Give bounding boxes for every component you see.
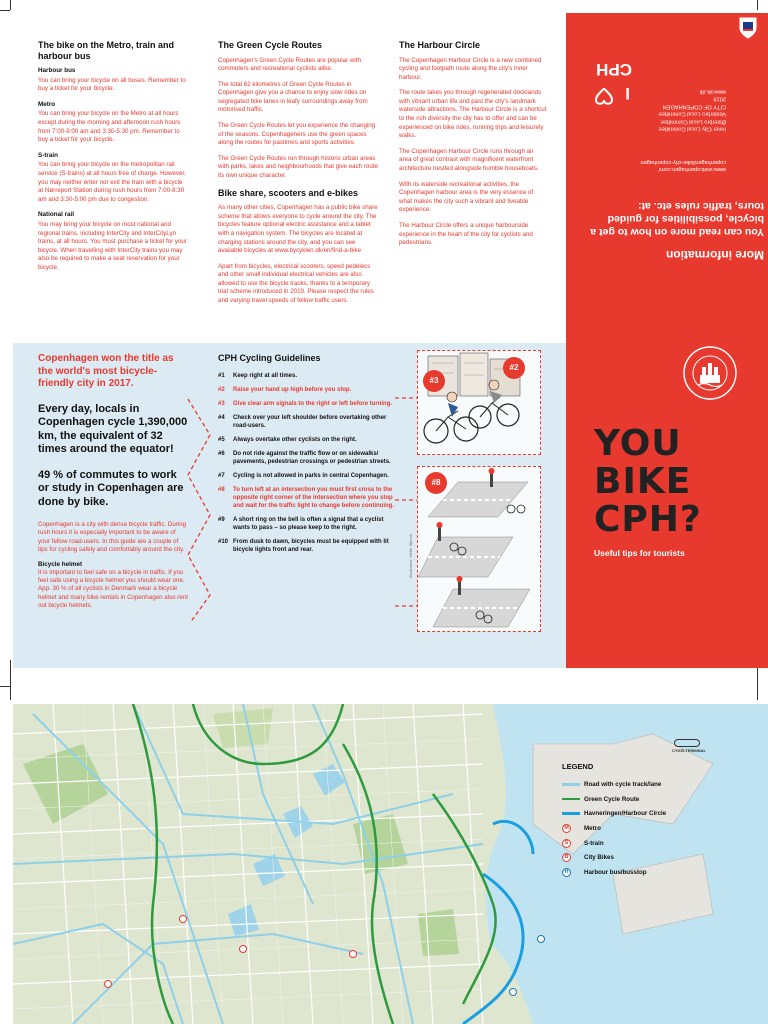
contact-link: www.visitcopenhagen.com/	[658, 165, 726, 172]
guideline-text: Cycling is not allowed in parks in central Copenhagen.	[233, 473, 389, 479]
legend-label: Havneringen/Harbour Circle	[584, 810, 667, 818]
guideline-item	[218, 516, 398, 532]
marker-glyph: H	[562, 868, 571, 877]
legend-label: Green Cycle Route	[584, 795, 640, 803]
cover-subtitle: Useful tips for tourists	[594, 548, 685, 558]
section-text: You can bring your bicycle on the Metro at all hours except during the morning and afternoon rush hours from 7:00-9:00 am and 3:30-5:30 pm. Remember to buy a ticket for your bicycle.	[38, 110, 181, 144]
cycle-terminal-label: CYKELTERMINAL	[672, 748, 706, 753]
guideline-text: Keep right at all times.	[233, 373, 298, 379]
marker-glyph: S	[562, 839, 571, 848]
legend-label: S-train	[584, 839, 604, 847]
column-title: The Green Cycle Routes	[218, 40, 323, 50]
section-text: You can bring your bicycle on the metropolitan rail service (S-trains) at all hours free of charge. However, you may neither enter nor exit the train with a bicycle at Nørreport Station during rush hours from 7:00-8:30 am and 3:30-5:00 pm due to congestion.	[38, 161, 186, 203]
legend-item	[562, 850, 752, 865]
column-title: The bike on the Metro, train and harbour bus	[38, 40, 175, 61]
paragraph: The Green Cycle Routes run through historic urban areas with parks, lakes and neighbourhoods that give each route its own unique character.	[218, 154, 378, 180]
council-line: Inner City Local Committee	[658, 125, 726, 132]
guideline-item	[218, 538, 398, 554]
legend-item	[562, 806, 752, 821]
intro-block	[38, 353, 188, 617]
marker-glyph: B	[562, 853, 571, 862]
metro-train-column	[38, 40, 188, 279]
guideline-number: #2	[218, 387, 225, 393]
section-text: You can bring your bicycle on all buses. Remember to buy a ticket for your bicycle.	[38, 76, 186, 93]
legend-item	[562, 777, 752, 792]
contact-block	[616, 157, 726, 172]
dashed-connector	[180, 395, 220, 625]
line-swatch	[562, 783, 580, 786]
council-line: Østerbro Local Committee	[660, 118, 726, 125]
crop-mark	[0, 686, 10, 687]
more-info-block	[584, 199, 764, 262]
city-seal-icon	[682, 345, 738, 401]
paragraph: The Green Cycle Routes let you experience the changing of the seasons. Copenhageners use the green spaces along the routes for pastimes and sports activities.	[218, 122, 376, 147]
paragraph: With its waterside recreational activities, the Copenhagen harbour area is the very essence of what makes the city such a vibrant and liveable experience.	[399, 180, 534, 214]
green-routes-column	[218, 40, 378, 313]
legend-marker-icon	[562, 839, 584, 848]
council-line: 2019	[713, 95, 726, 102]
svg-text:I: I	[625, 84, 630, 103]
headline-line: YOU	[594, 423, 682, 464]
marker-glyph: M	[562, 824, 571, 833]
guideline-text: From dusk to dawn, bicycles must be equipped with lit bicycle lights front and rear.	[233, 539, 389, 553]
guideline-number: #5	[218, 437, 225, 443]
column-title: Bike share, scooters and e-bikes	[218, 187, 359, 198]
helmet-text: It is important to feel safe on a bicycle in traffic. If you feel safe using a bicycle helmet you should wear one. App. 30 % of all cyclists in Denmark wear a bicycle helmet and many bike rentals in Copenhagen also rent out bicycle helmets.	[38, 568, 188, 610]
guideline-number: #7	[218, 473, 225, 479]
cover-panel	[566, 13, 768, 668]
line-swatch	[562, 798, 580, 801]
guideline-item	[218, 486, 398, 510]
column-title: The Harbour Circle	[399, 40, 481, 50]
guideline-item	[218, 372, 398, 380]
guideline-number: #8	[218, 487, 225, 493]
guideline-item	[218, 414, 398, 430]
guideline-item	[218, 400, 398, 408]
council-line: CITY OF COPENHAGEN	[662, 103, 726, 110]
guideline-text: Give clear arm signals to the right or left before turning.	[233, 401, 393, 407]
legend-title: LEGEND	[562, 762, 594, 771]
intro-text: Copenhagen is a city with dense bicycle traffic. During rush hours it is especially important to be aware of your fellow road-users. In this guide are a couple of tips for cycling safely and comfortably around the city.	[38, 521, 187, 554]
guideline-number: #1	[218, 373, 225, 379]
cycle-terminal-logo	[672, 739, 706, 753]
illustration-credit: Illustration: Mette Stjerne	[408, 533, 413, 578]
section-heading: Metro	[38, 100, 56, 108]
crop-mark	[757, 0, 758, 10]
guideline-text: Raise your hand up high before you stop.	[233, 387, 352, 393]
legend-marker-icon	[562, 853, 584, 862]
legend-label: City Bikes	[584, 854, 614, 862]
guideline-item	[218, 386, 398, 394]
stat-commutes: 49 % of commutes to work or study in Copenhagen are done by bike.	[38, 468, 184, 508]
paragraph: As many other cities, Copenhagen has a public bike share scheme that allows everyone to cycle around the city. The bicycles feature optional electric assistance and a tablet with a navigation system. The bicycles are located at charging stations around the city, and you can see available bicycles at www.bycyklen.dk/en/find-a-bike	[218, 204, 378, 255]
section-text: You may bring your bicycle on most national and regional trains, including InterCity and InterCityLyn trains, at all hours. You must purchase a ticket for your bicycle. When travelling with InterCity trains you may also be required to make a seat reservation for your bicycle.	[38, 220, 187, 271]
guidelines-list	[218, 372, 398, 554]
legend-label: Metro	[584, 824, 601, 832]
council-line: www.kk.dk	[699, 88, 726, 95]
guideline-text: To turn left at an intersection you must first cross to the opposite right corner of the intersection where you stop and wait for the traffic light to change before continuing.	[233, 487, 395, 509]
crop-mark	[0, 10, 10, 11]
city-crest-icon	[738, 16, 758, 40]
legend-line-swatch	[562, 798, 584, 801]
line-swatch	[562, 812, 580, 815]
contact-link: copenhagen/bike-city-copenhagen	[640, 158, 726, 165]
paragraph: The total 62 kilometres of Green Cycle Routes in Copenhagen give you a chance to enjoy slow rides on segregated bike lanes in leafy surroundings away from motorised traffic.	[218, 80, 368, 114]
paragraph: The route takes you through regenerated docklands with vibrant urban life and past the city's landmark waterside attractions. The Harbour Circle is a shortcut to the rich diversity the city has to offer and can be experienced on bike rides, running trips and leisurely walks.	[399, 89, 547, 140]
paragraph: The Copenhagen Harbour Circle is a new combined cycling and footpath route along the city's inner harbour.	[399, 56, 542, 81]
legend-label: Harbour bus/busstop	[584, 868, 647, 876]
guideline-number: #9	[218, 517, 225, 523]
paragraph: The Copenhagen Harbour Circle runs through an area of great contrast with magnificent waterfront architecture nestled alongside humble houseboats.	[399, 147, 539, 173]
guideline-text: Check over your left shoulder before overtaking other road-users.	[233, 415, 387, 429]
section-heading: S-train	[38, 151, 58, 159]
crop-mark	[10, 0, 11, 10]
legend-item	[562, 821, 752, 836]
guideline-item	[218, 450, 398, 466]
legend-item	[562, 865, 752, 880]
legend-marker-icon	[562, 868, 584, 877]
paragraph: Apart from bicycles, electrical scooters, speed pedelecs and other small individual electrical vehicles are also allowed to use the bicycle tracks, thanks to a temporary trial scheme introduced in 2019. Please respect the rules and varying travel speeds of fellow traffic users.	[218, 262, 374, 305]
guideline-number: #6	[218, 451, 225, 457]
guideline-text: A short ring on the bell is often a signal that a cyclist wants to pass – so please keep to the right.	[233, 517, 384, 531]
legend-rows	[562, 777, 752, 880]
headline-line: BIKE	[594, 461, 692, 502]
guideline-text: Do not ride against the traffic flow or on sidewalks/ pavements, pedestrian crossings or pedestrian streets.	[233, 451, 391, 465]
guideline-text: Always overtake other cyclists on the right.	[233, 437, 357, 443]
helmet-heading: Bicycle helmet	[38, 560, 83, 568]
guideline-number: #4	[218, 415, 225, 421]
svg-text:CPH: CPH	[596, 60, 632, 79]
crop-mark	[10, 660, 11, 700]
harbour-circle-column	[399, 40, 547, 255]
council-line: Vesterbro Local Committee	[658, 110, 726, 117]
headline-line: CPH?	[594, 499, 702, 540]
section-heading: National rail	[38, 211, 75, 219]
award-title: Copenhagen won the title as the world's most bicycle-friendly city in 2017.	[38, 353, 174, 389]
cycling-guidelines	[218, 353, 398, 560]
guideline-badge: #3	[423, 370, 445, 392]
more-info-text: You can read more on how to get a bicycle, possibilities for guided tours, traffic rules etc. at:	[590, 200, 764, 238]
legend-marker-icon	[562, 824, 584, 833]
guideline-item	[218, 472, 398, 480]
legend-line-swatch	[562, 812, 584, 815]
stat-distance: Every day, locals in Copenhagen cycle 1,390,000 km, the equivalent of 32 times around the equator!	[38, 402, 188, 455]
guideline-badge: #2	[503, 357, 525, 379]
guideline-number: #10	[218, 539, 229, 545]
headline	[594, 425, 702, 539]
guideline-item	[218, 436, 398, 444]
paragraph: The Harbour Circle offers a unique harbourside experience in the heart of the city for cyclists and pedestrians.	[399, 222, 533, 247]
legend-line-swatch	[562, 783, 584, 786]
more-info-title: More information	[666, 248, 764, 262]
section-heading: Harbour bus	[38, 67, 76, 74]
guideline-badge: #8	[425, 472, 447, 494]
guidelines-title: CPH Cycling Guidelines	[218, 353, 321, 363]
legend-label: Road with cycle track/lane	[584, 780, 662, 788]
map-legend	[562, 762, 752, 880]
i-love-cph-logo	[586, 58, 634, 108]
guideline-number: #3	[218, 401, 225, 407]
legend-item	[562, 792, 752, 807]
paragraph: Copenhagen's Green Cycle Routes are popular with commuters and recreational cyclists alike.	[218, 56, 361, 73]
legend-item	[562, 836, 752, 851]
